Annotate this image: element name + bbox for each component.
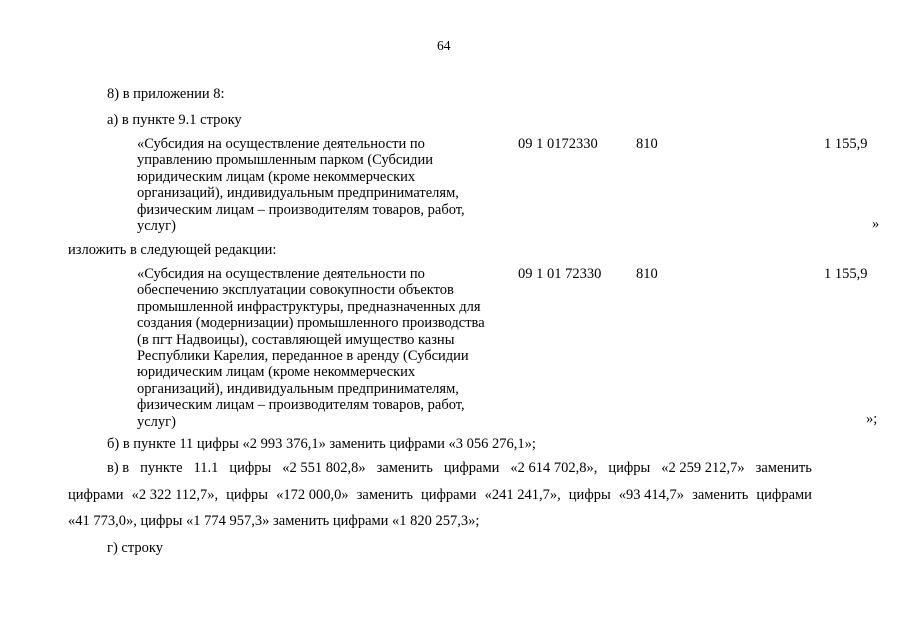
word: цифры [229,460,272,476]
paragraph-v-line-2 [68,487,812,503]
word: цифрами [68,487,124,503]
word: цифры [568,487,611,503]
row1-description: «Субсидия на осуществление деятельности по управлению промышленным парком (Субсидии юридическим лицам (кроме некоммерческих организаций), индивидуальным предпринимателям, физическим лицам – производителям товаров, работ, услуг) [137,136,465,235]
row1-closing-quote: » [872,216,880,232]
row2-code: 09 1 01 72330 [518,266,602,282]
page-number: 64 [437,38,451,53]
restate-line: изложить в следующей редакции: [68,242,277,258]
row2-amount: 1 155,9 [824,266,868,282]
word: цифры [608,460,651,476]
word: заменить [692,487,749,503]
word: «93 414,7» [618,487,685,503]
word: пункте [140,460,183,476]
paragraph-g: г) строку [107,540,163,556]
word: «2 322 112,7», [131,487,219,503]
word: «172 000,0» [276,487,349,503]
word: «2 259 212,7» [661,460,745,476]
paragraph-8: 8) в приложении 8: [107,86,225,102]
word: 11.1 [193,460,219,476]
word: заменить [376,460,433,476]
row1-kvr: 810 [636,136,658,152]
word: «2 551 802,8» [282,460,366,476]
paragraph-v-line-3: «41 773,0», цифры «1 774 957,3» заменить цифрами «1 820 257,3»; [68,513,480,529]
paragraph-v-line-1 [107,460,812,476]
word: «2 614 702,8», [510,460,598,476]
word: заменить [356,487,413,503]
row2-description: «Субсидия на осуществление деятельности по обеспечению эксплуатации совокупности объектов промышленной инфраструктуры, предназначенных для создания (модернизации) промышленного производства (в пгт Надвоицы), составляющей имущество казны Республики Карелия, переданное в аренду (Субсидии юридическим лицам (кроме некоммерческих организаций), индивидуальным предпринимателям, физическим лицам – производителям товаров, работ, услуг) [137,266,485,430]
row1-code: 09 1 0172330 [518,136,598,152]
word: цифры [226,487,269,503]
word: заменить [755,460,812,476]
row2-closing-quote: »; [866,411,878,427]
word: цифрами [443,460,500,476]
word: цифрами [756,487,812,503]
paragraph-a: а) в пункте 9.1 строку [107,112,242,128]
row2-kvr: 810 [636,266,658,282]
word: «241 241,7», [484,487,561,503]
row1-amount: 1 155,9 [824,136,868,152]
word: в) в [107,460,130,476]
paragraph-b: б) в пункте 11 цифры «2 993 376,1» заменить цифрами «3 056 276,1»; [107,436,536,452]
word: цифрами [421,487,477,503]
